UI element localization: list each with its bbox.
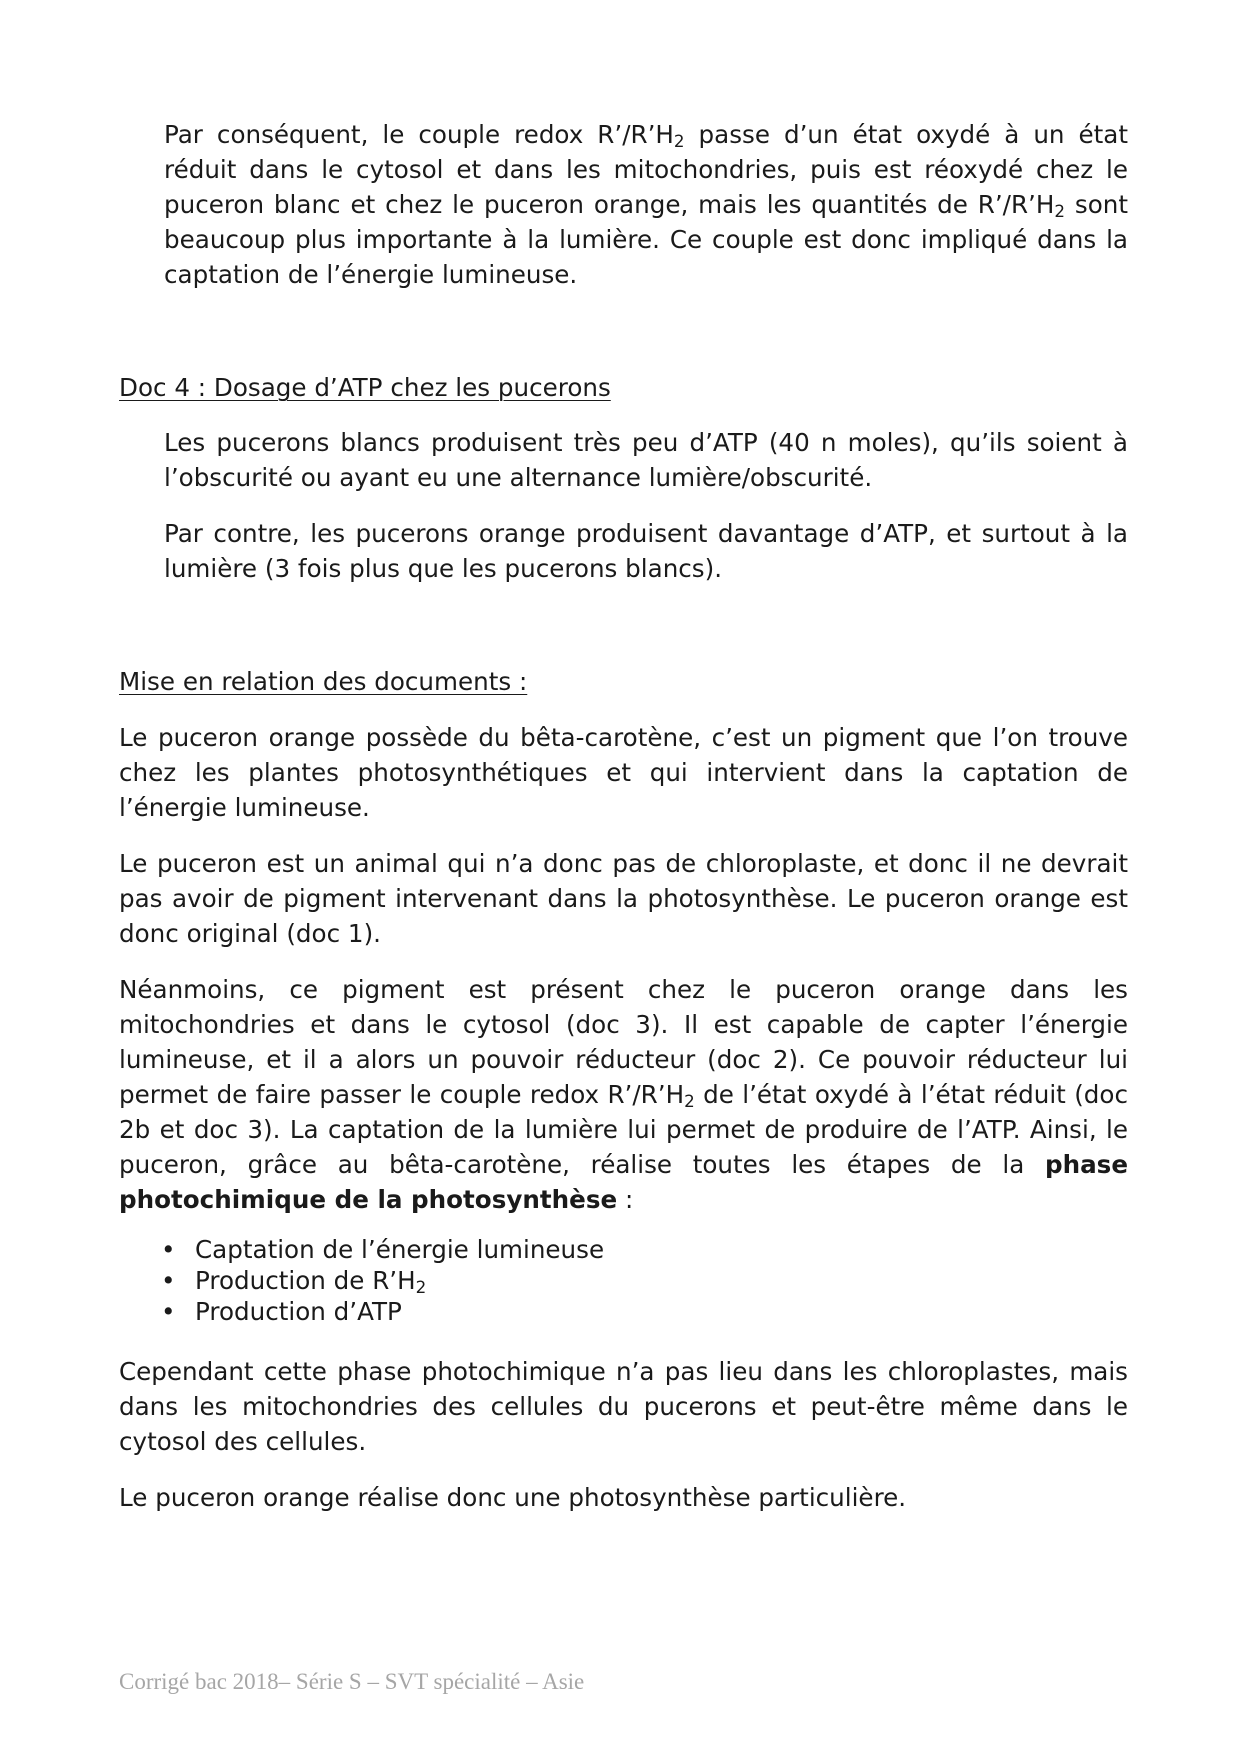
bullet-icon: • xyxy=(161,1235,176,1264)
relation-paragraph-photochemical-phase xyxy=(119,972,1128,1217)
subscript-2: 2 xyxy=(673,131,685,152)
list-item xyxy=(119,1234,604,1265)
doc4-heading: Doc 4 : Dosage d’ATP chez les pucerons xyxy=(119,373,611,402)
list-item-text: Production d’ATP xyxy=(195,1297,402,1326)
list-item-text: Production de R’H xyxy=(195,1266,416,1295)
bullet-icon: • xyxy=(161,1266,176,1295)
page-footer: Corrigé bac 2018– Série S – SVT spécialité – Asie xyxy=(119,1669,585,1694)
photochemical-text-end: : xyxy=(617,1185,634,1214)
subscript-2: 2 xyxy=(684,1091,695,1112)
list-item-text: Captation de l’énergie lumineuse xyxy=(195,1235,605,1264)
list-item xyxy=(119,1296,604,1327)
relation-paragraph-location: Cependant cette phase photochimique n’a pas lieu dans les chloroplastes, mais dans les mitochondries des cellules du pucerons et peut-être même dans le cytosol des cellules. xyxy=(119,1357,1128,1456)
redox-text-part2: passe d’un état oxydé à un état réduit dans le cytosol et dans les mitochondries, puis est réoxydé chez le puceron blanc et chez le puceron orange, mais les quantités de R’/R’H xyxy=(164,120,1128,219)
doc4-paragraph-orange-aphids: Par contre, les pucerons orange produisent davantage d’ATP, et surtout à la lumière (3 fois plus que les pucerons blancs). xyxy=(164,519,1128,583)
subscript-2: 2 xyxy=(1054,201,1066,222)
bold-term-photochemical-phase: phase photochimique de la photosynthèse xyxy=(119,1150,1128,1214)
photochemical-text-part1: Néanmoins, ce pigment est présent chez le puceron orange dans les mitochondries et dans le cytosol (doc 3). Il est capable de capter l’énergie lumineuse, et il a alors un pouvoir réducteur (doc 2). Ce pouvoir réducteur lui permet de faire passer le couple redox R’/R’H xyxy=(119,975,1128,1109)
redox-text-part1: Par conséquent, le couple redox R’/R’H xyxy=(164,120,674,149)
paragraph-redox-couple xyxy=(164,117,1128,292)
bullet-icon: • xyxy=(161,1297,176,1326)
relation-paragraph-no-chloroplast: Le puceron est un animal qui n’a donc pas de chloroplaste, et donc il ne devrait pas avoir de pigment intervenant dans la photosynthèse. Le puceron orange est donc original (doc 1). xyxy=(119,849,1128,948)
relation-paragraph-conclusion: Le puceron orange réalise donc une photosynthèse particulière. xyxy=(119,1483,907,1512)
bullet-list-steps xyxy=(119,1234,604,1327)
doc4-paragraph-white-aphids: Les pucerons blancs produisent très peu d’ATP (40 n moles), qu’ils soient à l’obscurité ou ayant eu une alternance lumière/obscurité. xyxy=(164,428,1128,492)
subscript-2: 2 xyxy=(415,1277,427,1298)
photochemical-text-part2: de l’état oxydé à l’état réduit (doc 2b et doc 3). La captation de la lumière lui permet de produire de l’ATP. Ainsi, le puceron, grâce au bêta-carotène, réalise toutes les étapes de la xyxy=(119,1080,1128,1179)
relation-paragraph-beta-carotene: Le puceron orange possède du bêta-carotène, c’est un pigment que l’on trouve chez les plantes photosynthétiques et qui intervient dans la captation de l’énergie lumineuse. xyxy=(119,723,1128,822)
relation-heading: Mise en relation des documents : xyxy=(119,667,528,696)
list-item xyxy=(119,1265,604,1296)
redox-text-part3: sont beaucoup plus importante à la lumière. Ce couple est donc impliqué dans la captation de l’énergie lumineuse. xyxy=(164,190,1128,289)
